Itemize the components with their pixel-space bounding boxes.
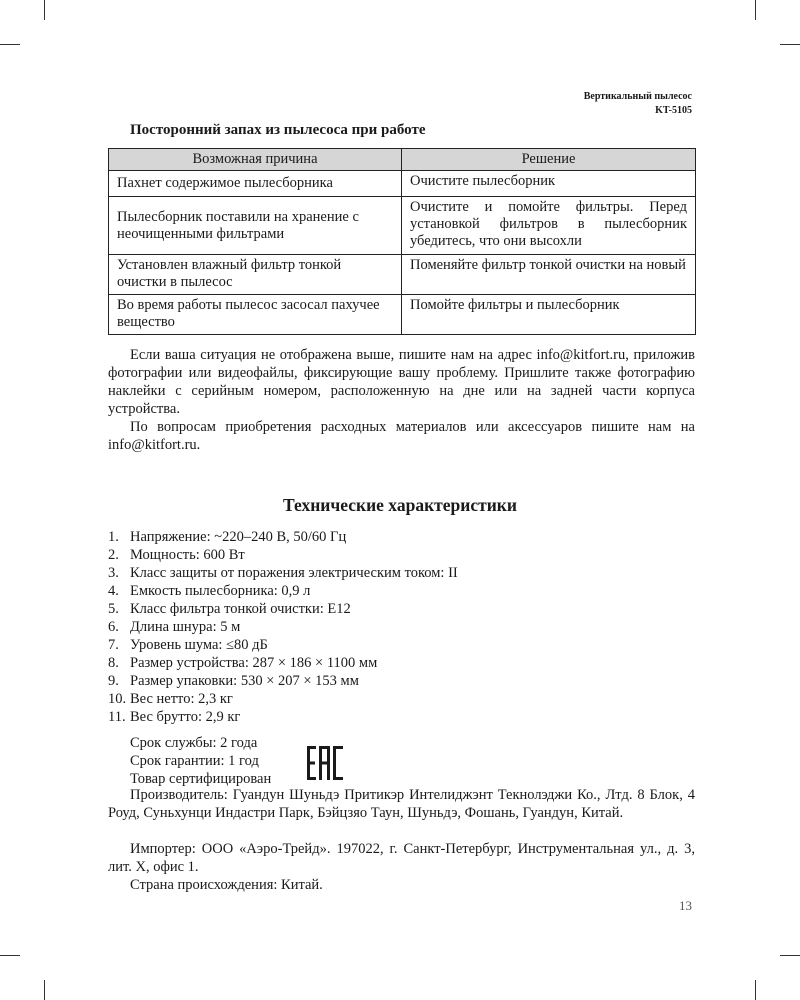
list-item xyxy=(108,600,458,618)
solution-cell: Очистите пылесборник xyxy=(402,171,696,197)
table-row xyxy=(109,197,696,255)
table-row xyxy=(109,171,696,197)
service-life: Срок службы: 2 года xyxy=(130,735,258,751)
list-number: 2. xyxy=(108,547,119,563)
contact-paragraph: Если ваша ситуация не отображена выше, пишите нам на адрес info@kitfort.ru, приложив фотографии или видеофайлы, фиксирующие вашу проблему. Пришлите также фотографию наклейки с серийным номером, расположенную на дне или на задней части корпуса устройства. xyxy=(108,347,695,417)
table-row xyxy=(109,295,696,335)
column-header-solution: Решение xyxy=(402,149,696,171)
column-header-cause: Возможная причина xyxy=(109,149,402,171)
spec-text: Напряжение: ~220–240 В, 50/60 Гц xyxy=(130,529,347,545)
warranty-period: Срок гарантии: 1 год xyxy=(130,753,259,769)
page-number: 13 xyxy=(679,898,692,913)
solution-cell: Поменяйте фильтр тонкой очистки на новый xyxy=(402,255,696,295)
crop-mark xyxy=(0,44,20,45)
list-number: 8. xyxy=(108,655,119,671)
running-header xyxy=(584,90,692,118)
list-item xyxy=(108,546,458,564)
list-number: 4. xyxy=(108,583,119,599)
list-item xyxy=(108,528,458,546)
crop-mark xyxy=(780,955,800,956)
crop-mark xyxy=(44,0,45,20)
country-of-origin: Страна происхождения: Китай. xyxy=(130,877,323,893)
spec-text: Вес нетто: 2,3 кг xyxy=(130,691,233,707)
list-item xyxy=(108,564,458,582)
list-number: 6. xyxy=(108,619,119,635)
solution-cell: Помойте фильтры и пылесборник xyxy=(402,295,696,335)
list-item xyxy=(108,654,458,672)
list-number: 9. xyxy=(108,673,119,689)
list-number: 3. xyxy=(108,565,119,581)
header-model: KT-5105 xyxy=(655,105,692,116)
spec-text: Уровень шума: ≤80 дБ xyxy=(130,637,268,653)
spec-text: Мощность: 600 Вт xyxy=(130,547,245,563)
spec-list xyxy=(108,528,458,726)
list-number: 10. xyxy=(108,691,127,707)
solution-cell: Очистите и помойте фильтры. Перед установкой фильтров в пылесборник убедитесь, что они высохли xyxy=(402,197,696,255)
tech-specs-title: Технические характеристики xyxy=(283,495,517,515)
certification-note: Товар сертифицирован xyxy=(130,771,272,787)
list-number: 1. xyxy=(108,529,119,545)
list-number: 7. xyxy=(108,637,119,653)
spec-text: Класс фильтра тонкой очистки: E12 xyxy=(130,601,351,617)
list-item xyxy=(108,582,458,600)
table-header-row xyxy=(109,149,696,171)
crop-mark xyxy=(0,955,20,956)
eac-logo-icon xyxy=(307,746,343,780)
list-number: 11. xyxy=(108,709,126,725)
list-item xyxy=(108,708,458,726)
cause-cell: Пахнет содержимое пылесборника xyxy=(109,171,402,197)
spec-text: Размер устройства: 287 × 186 × 1100 мм xyxy=(130,655,378,671)
section-title: Посторонний запах из пылесоса при работе xyxy=(130,122,426,138)
list-number: 5. xyxy=(108,601,119,617)
spec-text: Длина шнура: 5 м xyxy=(130,619,241,635)
list-item xyxy=(108,636,458,654)
spec-text: Размер упаковки: 530 × 207 × 153 мм xyxy=(130,673,359,689)
cause-cell: Во время работы пылесос засосал пахучее вещество xyxy=(109,295,402,335)
spec-text: Вес брутто: 2,9 кг xyxy=(130,709,241,725)
troubleshooting-table xyxy=(108,148,696,335)
crop-mark xyxy=(755,980,756,1000)
crop-mark xyxy=(755,0,756,20)
table-row xyxy=(109,255,696,295)
manufacturer-info: Производитель: Гуандун Шуньдэ Притикэр Интелиджэнт Текнолэджи Ко., Лтд. 8 Блок, 4 Роуд, Суньхунци Индастри Парк, Бэйцзяо Таун, Шуньдэ, Фошань, Гуандун, Китай. xyxy=(108,787,695,821)
spec-text: Емкость пылесборника: 0,9 л xyxy=(130,583,311,599)
importer-info: Импортер: ООО «Аэро-Трейд». 197022, г. Санкт-Петербург, Инструментальная ул., д. 3, лит. Х, офис 1. xyxy=(108,841,695,875)
cause-cell: Установлен влажный фильтр тонкой очистки в пылесос xyxy=(109,255,402,295)
accessories-paragraph: По вопросам приобретения расходных материалов или аксессуаров пишите нам на info@kitfort.ru. xyxy=(108,419,695,453)
header-product: Вертикальный пылесос xyxy=(583,91,692,102)
list-item xyxy=(108,690,458,708)
list-item xyxy=(108,672,458,690)
crop-mark xyxy=(780,44,800,45)
list-item xyxy=(108,618,458,636)
crop-mark xyxy=(44,980,45,1000)
spec-text: Класс защиты от поражения электрическим током: II xyxy=(130,565,458,581)
cause-cell: Пылесборник поставили на хранение с неочищенными фильтрами xyxy=(109,197,402,255)
